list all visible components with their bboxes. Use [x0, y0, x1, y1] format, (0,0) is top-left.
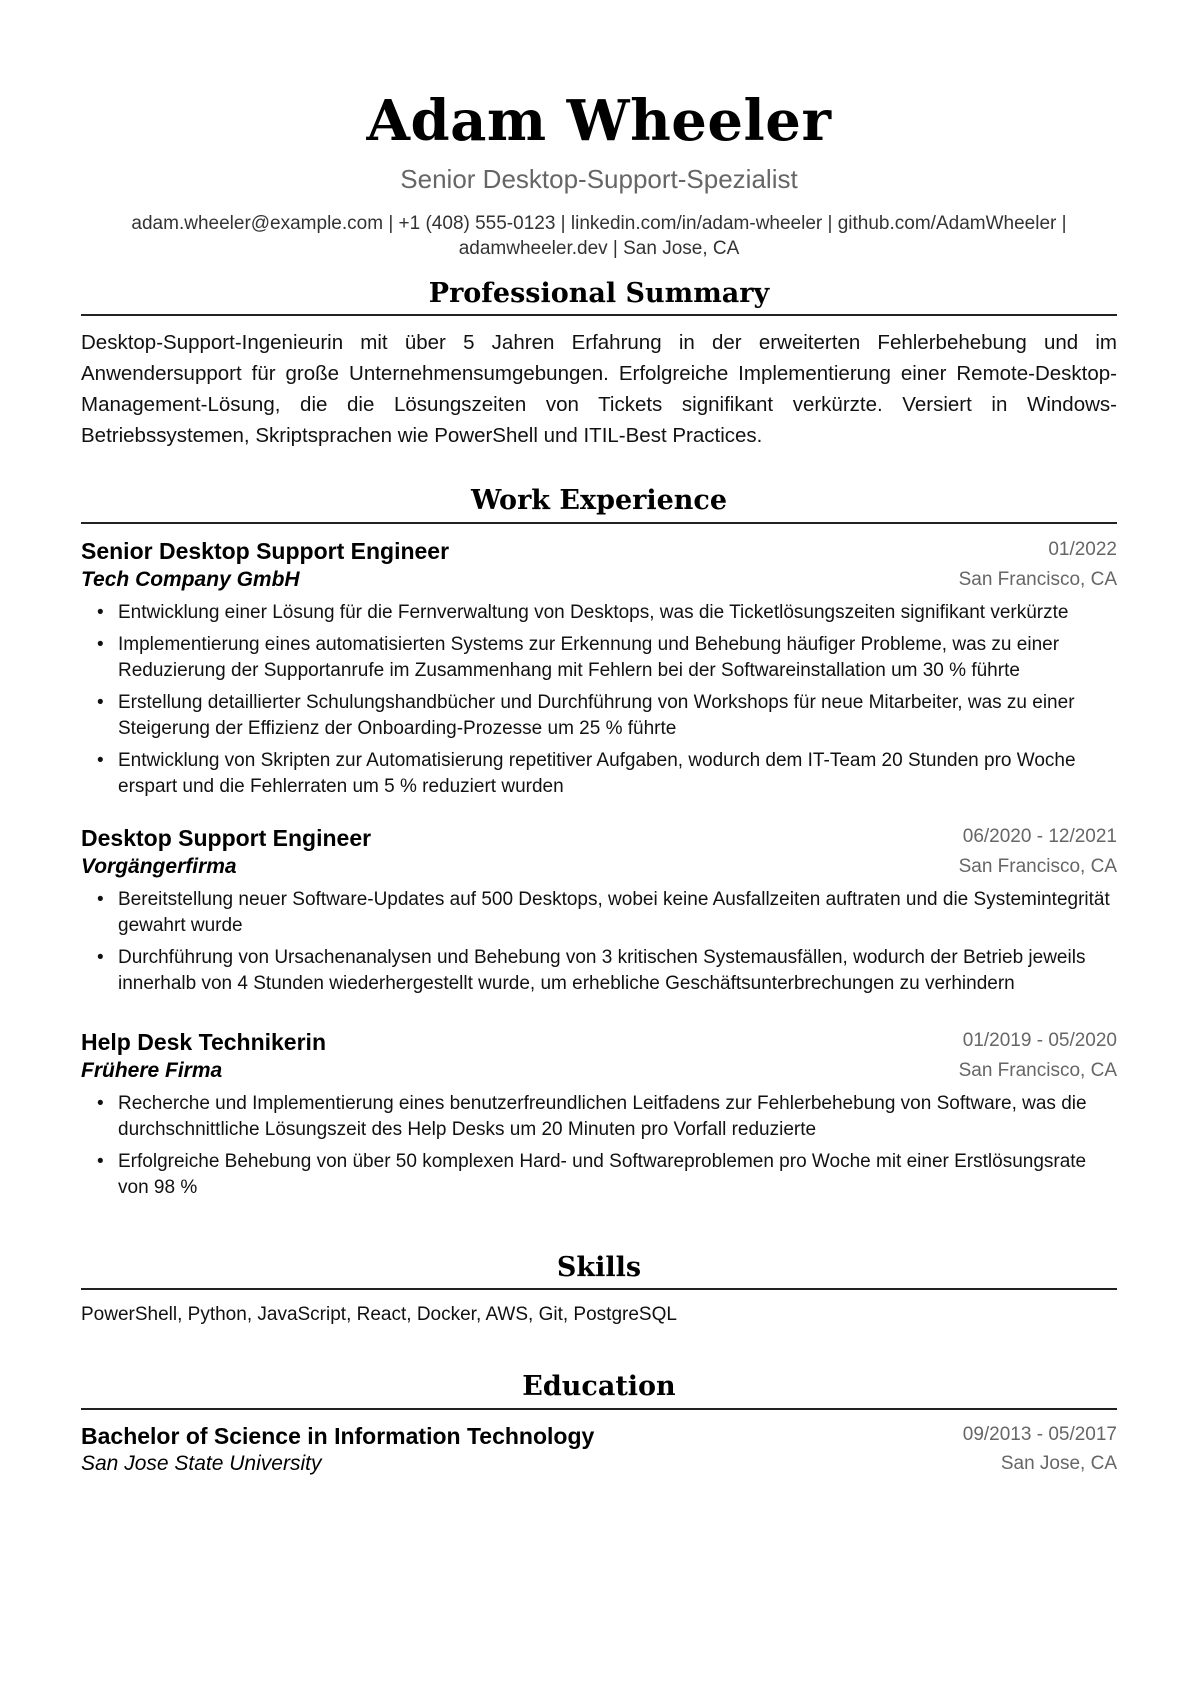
experience-divider [81, 522, 1117, 524]
bullet-item: • Entwicklung einer Lösung für die Fernverwaltung von Desktops, was die Ticketlösungszeiten signifikant verkürzte [81, 600, 1117, 626]
job-title: Help Desk Technikerin [81, 1029, 326, 1055]
experience-heading: Work Experience [470, 485, 728, 516]
job-headline: Senior Desktop-Support-Spezialist [400, 164, 798, 194]
bullet-item: • Bereitstellung neuer Software-Updates auf 500 Desktops, wobei keine Ausfallzeiten auftraten und die Systemintegrität gewahrt wurde [81, 887, 1117, 939]
skills-list: PowerShell, Python, JavaScript, React, Docker, AWS, Git, PostgreSQL [81, 1304, 677, 1325]
job-bullets [81, 1091, 1117, 1207]
skills-divider [81, 1288, 1117, 1290]
job-bullets [81, 887, 1117, 1003]
bullet-item: • Entwicklung von Skripten zur Automatisierung repetitiver Aufgaben, wodurch dem IT-Team 20 Stunden pro Woche erspart und die Fehlerraten um 5 % reduziert wurden [81, 748, 1117, 800]
bullet-item: • Implementierung eines automatisierten Systems zur Erkennung und Behebung häufiger Probleme, was zu einer Reduzierung der Supportanrufe im Zusammenhang mit Fehlern bei der Softwareinstallation um 30 % führte [81, 632, 1117, 684]
education-location: San Jose, CA [1000, 1453, 1117, 1474]
candidate-name: Adam Wheeler [366, 88, 832, 154]
education-degree: Bachelor of Science in Information Technology [81, 1423, 595, 1449]
education-divider [81, 1408, 1117, 1410]
education-school: San Jose State University [81, 1452, 322, 1475]
job-title: Senior Desktop Support Engineer [81, 538, 450, 564]
job-location: San Francisco, CA [958, 569, 1117, 590]
job-location: San Francisco, CA [958, 856, 1117, 877]
job-title: Desktop Support Engineer [81, 825, 372, 851]
job-location: San Francisco, CA [958, 1060, 1117, 1081]
contact-info [81, 211, 1117, 261]
summary-divider [81, 314, 1117, 316]
job-dates: 01/2022 [1048, 539, 1117, 560]
bullet-item: • Recherche und Implementierung eines benutzerfreundlichen Leitfadens zur Fehlerbehebung von Software, was die durchschnittliche Lösungszeit des Help Desks um 20 Minuten pro Vorfall reduzierte [81, 1091, 1117, 1143]
summary-heading: Professional Summary [428, 278, 770, 309]
education-dates: 09/2013 - 05/2017 [962, 1424, 1117, 1445]
education-heading: Education [522, 1371, 676, 1402]
job-company: Tech Company GmbH [81, 568, 300, 591]
skills-heading: Skills [556, 1252, 642, 1283]
summary-text: Desktop-Support-Ingenieurin mit über 5 Jahren Erfahrung in der erweiterten Fehlerbehebung und im Anwendersupport für große Unternehmensumgebungen. Erfolgreiche Implementierung einer Remote-Desktop-Management-Lösung, die die Lösungszeiten von Tickets signifikant verkürzte. Versiert in Windows-Betriebssystemen, Skriptsprachen wie PowerShell und ITIL-Best Practices. [81, 331, 1117, 447]
job-company: Frühere Firma [81, 1059, 223, 1082]
contact-line-1: adam.wheeler@example.com | +1 (408) 555-0123 | linkedin.com/in/adam-wheeler | github.com/AdamWheeler | [131, 213, 1067, 234]
bullet-item: • Erstellung detaillierter Schulungshandbücher und Durchführung von Workshops für neue Mitarbeiter, was zu einer Steigerung der Effizienz der Onboarding-Prozesse um 25 % führte [81, 690, 1117, 742]
job-company: Vorgängerfirma [81, 855, 237, 878]
bullet-item: • Durchführung von Ursachenanalysen und Behebung von 3 kritischen Systemausfällen, wodurch der Betrieb jeweils innerhalb von 4 Stunden wiederhergestellt wurde, um erhebliche Geschäftsunterbrechungen zu verhindern [81, 945, 1117, 997]
bullet-item: • Erfolgreiche Behebung von über 50 komplexen Hard- und Softwareproblemen pro Woche mit einer Erstlösungsrate von 98 % [81, 1149, 1117, 1201]
job-dates: 06/2020 - 12/2021 [962, 826, 1117, 847]
contact-line-2: adamwheeler.dev | San Jose, CA [458, 238, 740, 259]
job-bullets [81, 600, 1117, 806]
job-dates: 01/2019 - 05/2020 [962, 1030, 1117, 1051]
